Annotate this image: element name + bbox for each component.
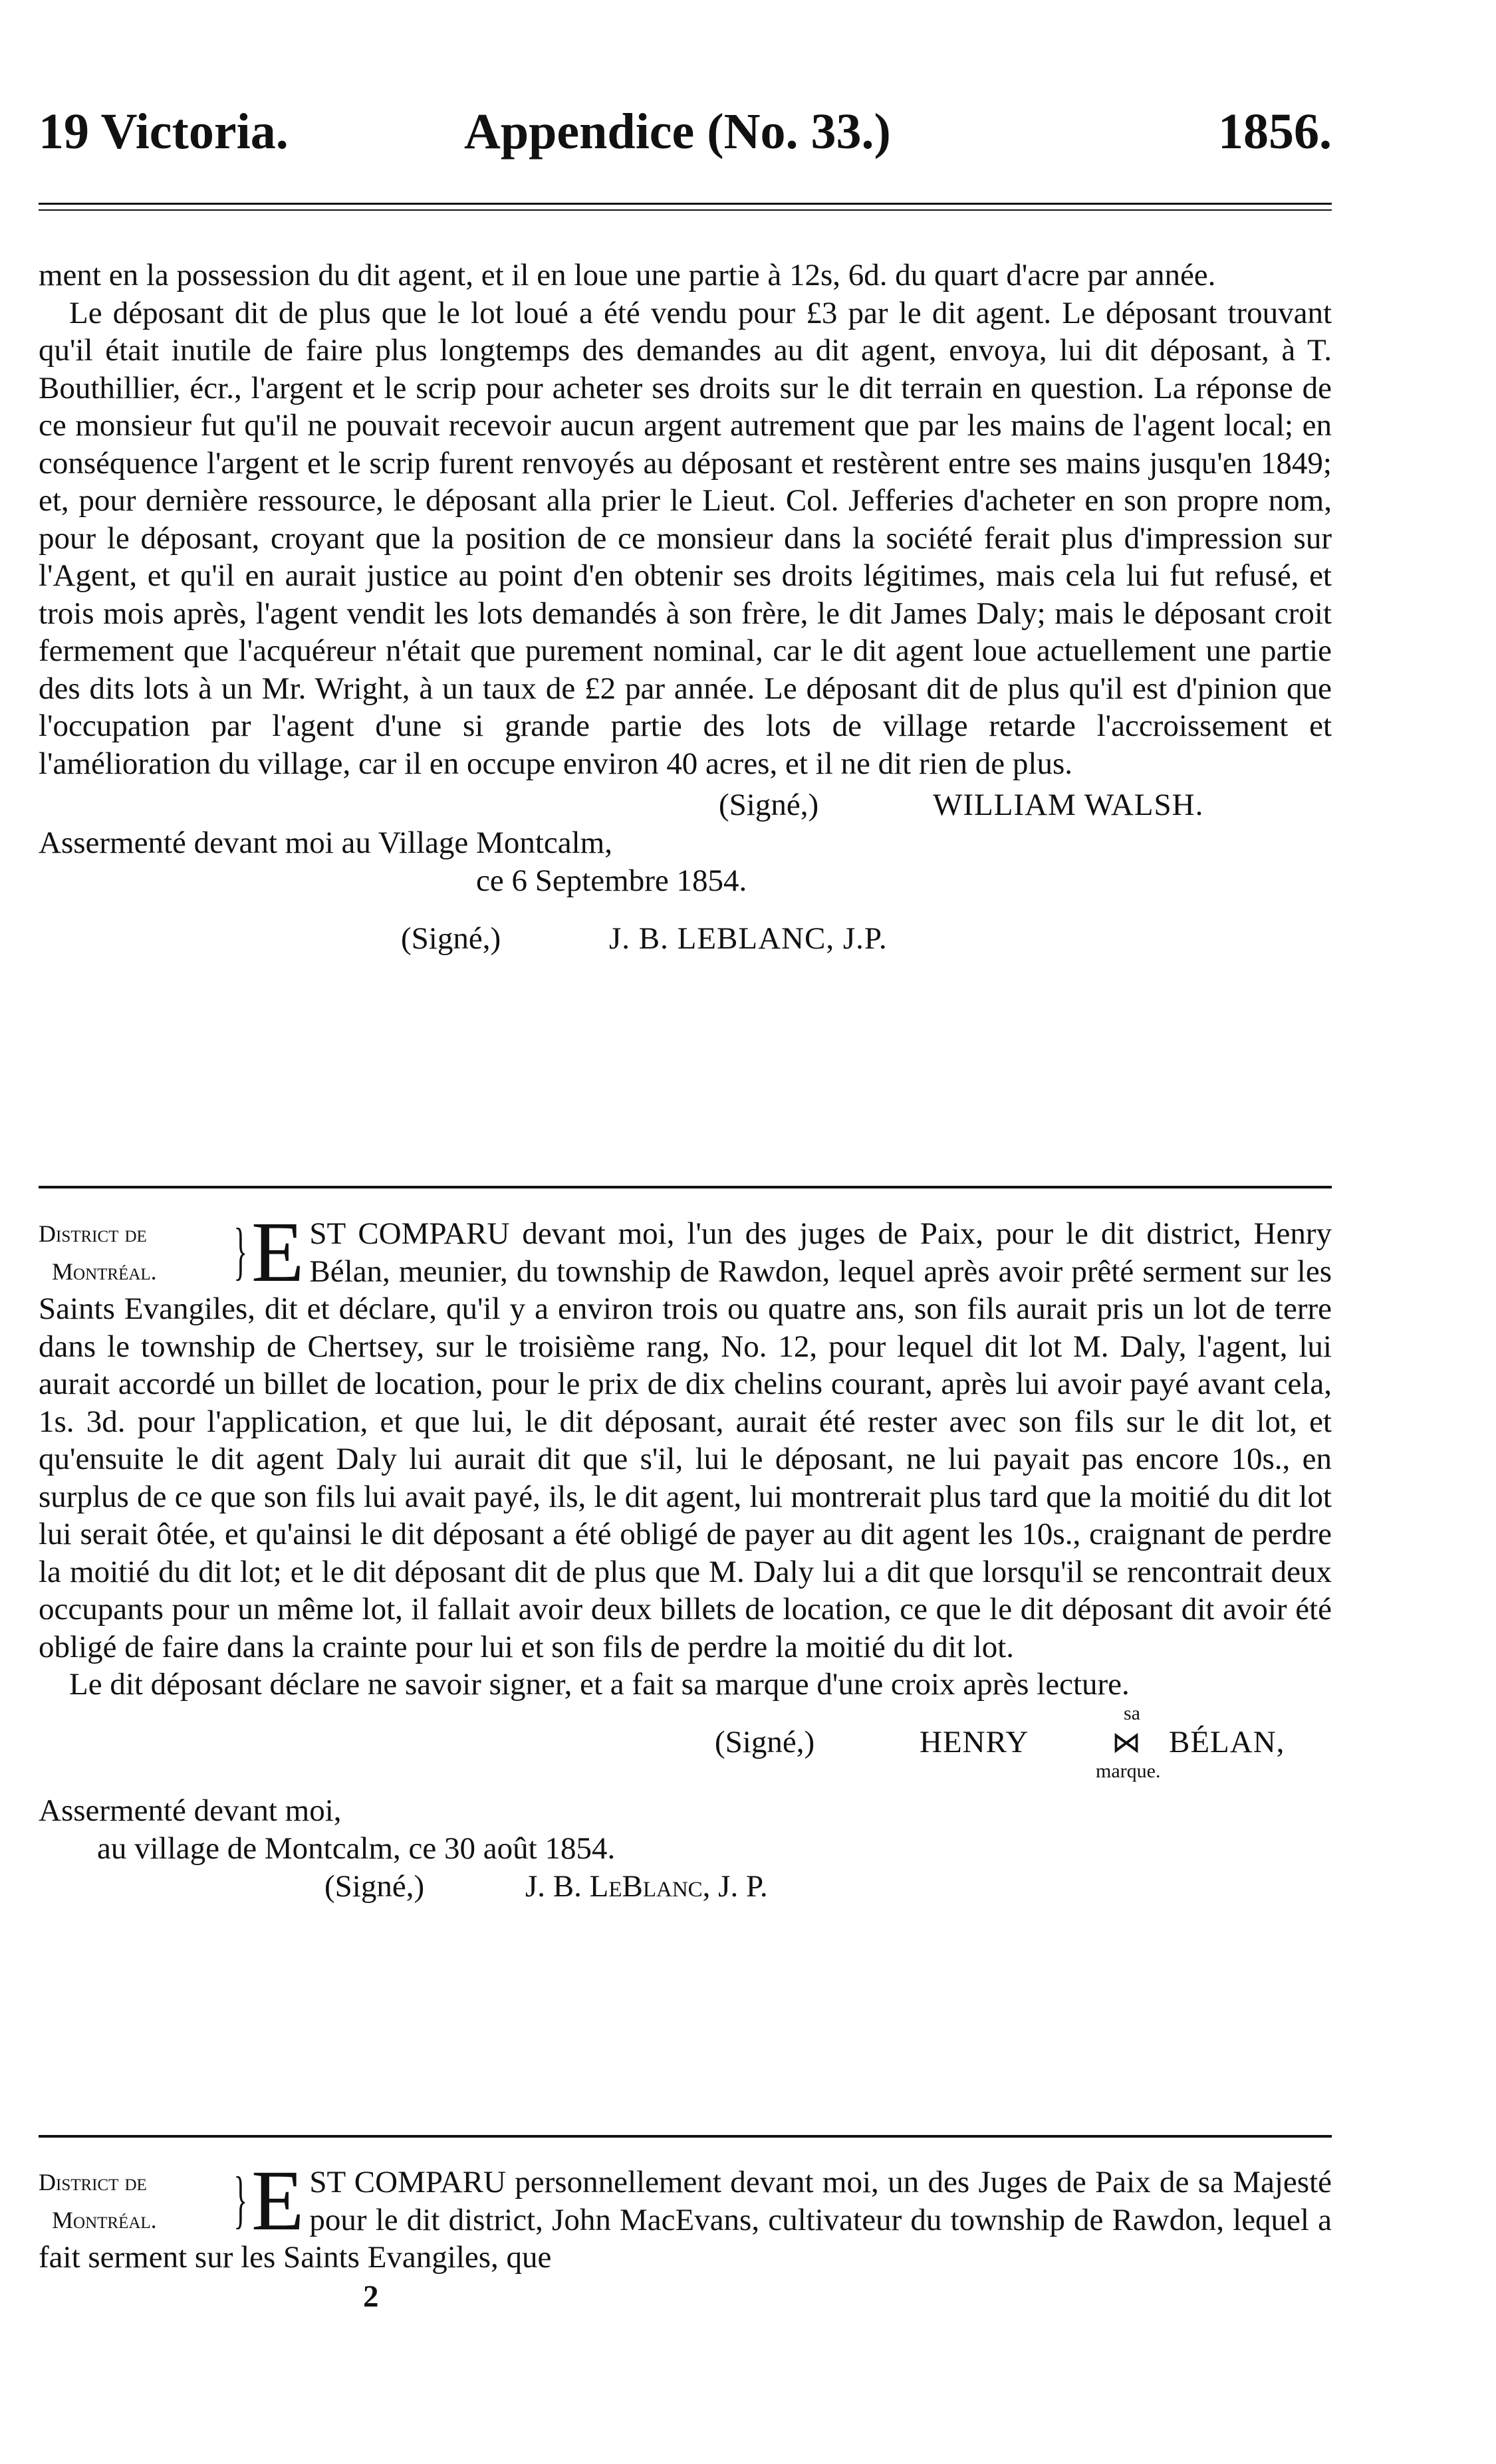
sworn-date-line [39, 862, 1332, 900]
page-number: 2 [363, 2279, 379, 2314]
mark-below: marque. [1096, 1759, 1161, 1782]
district-label [39, 1215, 251, 1290]
signer-name: WILLIAM WALSH. [933, 788, 1204, 822]
deposition-belan [39, 1204, 1332, 1906]
signer-last-name: BÉLAN, [1169, 1724, 1285, 1759]
sworn-date-line [39, 1830, 1332, 1868]
signed-label: (Signé,) [715, 1724, 815, 1759]
sworn-text: Assermenté devant moi, [39, 1793, 342, 1828]
signature-line [39, 1724, 1332, 1761]
header-rule [39, 203, 1332, 211]
jp-name: J. B. LeBlanc, J. P. [525, 1868, 768, 1904]
brace-icon: } [233, 2164, 247, 2235]
signature-line [39, 786, 1332, 824]
section-rule [39, 2135, 1332, 2138]
district-name: Montréal. [52, 1258, 157, 1285]
district-line: District de [39, 1220, 147, 1247]
paragraph: ST COMPARU personnellement devant moi, un des Juges de Paix de sa Majesté pour le dit district, John MacEvans, cultivateur du township de Rawdon, lequel a fait serment sur les Saints Evangiles, que [39, 2165, 1332, 2275]
paragraph: ST COMPARU devant moi, l'un des juges de Paix, pour le dit district, Henry Bélan, meunier, du township de Rawdon, lequel après avoir prêté serment sur les Saints Evangiles, dit et déclare, qu'il y a environ trois ou quatre ans, son fils aurait pris un lot de terre dans le township de Chertsey, sur le troisième rang, No. 12, pour lequel dit lot M. Daly, l'agent, lui aurait accordé un billet de location, pour le prix de dix chelins courant, après lui avoir payé avant cela, 1s. 3d. pour l'application, et que lui, le dit déposant, aurait été rester avec son fils sur le dit lot, et qu'ensuite le dit agent Daly lui aurait dit que s'il, lui le déposant, ne lui payait pas encore 10s., en surplus de ce que son fils lui avait payé, ils, le dit agent, lui montrerait plus tard que la moitié du dit lot lui serait ôtée, et qu'ainsi le dit déposant a été obligé de payer au dit agent les 10s., craignant de perdre la moitié du dit lot; et le dit déposant dit de plus que M. Daly lui a dit que lorsqu'il se rencontrait deux occupants pour un même lot, il fallait avoir deux billets de location, ce que le dit déposant dit avoir été obligé de faire dans la crainte pour lui et son fils de perdre la moitié du dit lot. [39, 1216, 1332, 1664]
jp-signed-label: (Signé,) [324, 1868, 425, 1904]
section-rule [39, 1186, 1332, 1188]
header-right: 1856. [1218, 104, 1332, 160]
deposition-macevans [39, 2153, 1332, 2277]
jp-signature-line [39, 920, 1332, 958]
district-line: District de [39, 2169, 147, 2195]
header-center: Appendice (No. 33.) [464, 104, 891, 160]
paragraph: Le dit déposant déclare ne savoir signer, et a fait sa marque d'une croix après lecture. [69, 1667, 1130, 1702]
paragraph: ment en la possession du dit agent, et il en loue une partie à 12s, 6d. du quart d'acre par année. [39, 258, 1216, 292]
district-label [39, 2164, 251, 2239]
sworn-date: au village de Montcalm, ce 30 août 1854. [97, 1831, 616, 1866]
sworn-date: ce 6 Septembre 1854. [476, 863, 747, 898]
page-header [39, 98, 1332, 165]
sworn-text: Assermenté devant moi au Village Montcalm, [39, 826, 612, 860]
jp-signed-label: (Signé,) [401, 921, 501, 956]
signed-label: (Signé,) [719, 788, 819, 822]
mark-below-line [39, 1761, 1332, 1784]
sworn-line [39, 1792, 1332, 1830]
drop-cap: E [251, 2153, 305, 2249]
drop-cap: E [251, 1204, 305, 1300]
district-name: Montréal. [52, 2206, 157, 2233]
cross-mark-icon: ⋈ [1112, 1726, 1141, 1759]
jp-name: J. B. LEBLANC, J.P. [609, 921, 888, 956]
deposition-walsh [39, 257, 1332, 958]
mark-above-line [39, 1704, 1332, 1724]
signer-first-name: HENRY [920, 1724, 1029, 1759]
brace-icon: } [233, 1215, 247, 1286]
header-left: 19 Victoria. [39, 104, 289, 160]
paragraph: Le déposant dit de plus que le lot loué a été vendu pour £3 par le dit agent. Le déposant trouvant qu'il était inutile de faire plus longtemps des demandes au dit agent, envoya, lui dit déposant, à T. Bouthillier, écr., l'argent et le scrip pour acheter ses droits sur le dit terrain en question. La réponse de ce monsieur fut qu'il ne pouvait recevoir aucun argent autrement que par les mains de l'agent local; en conséquence l'argent et le scrip furent renvoyés au déposant et restèrent entre ses mains jusqu'en 1849; et, pour dernière ressource, le déposant alla prier le Lieut. Col. Jefferies d'acheter en son propre nom, pour le déposant, croyant que la position de ce monsieur dans la société ferait plus d'impression sur l'Agent, et qu'il en aurait justice au point d'en obtenir ses droits légitimes, mais cela lui fut refusé, et trois mois après, l'agent vendit les lots demandés à son frère, le dit James Daly; mais le déposant croit fermement que l'acquéreur n'était que purement nominal, car le dit agent loue actuellement une partie des dits lots à un Mr. Wright, à un taux de £2 par année. Le déposant dit de plus qu'il est d'pinion que l'occupation par l'agent d'une si grande partie des lots de village retarde l'accroissement et l'amélioration du village, car il en occupe environ 40 acres, et il ne dit rien de plus. [39, 295, 1332, 781]
jp-signature-line [39, 1868, 1332, 1906]
mark-above: sa [1124, 1702, 1140, 1724]
sworn-line [39, 824, 1332, 862]
